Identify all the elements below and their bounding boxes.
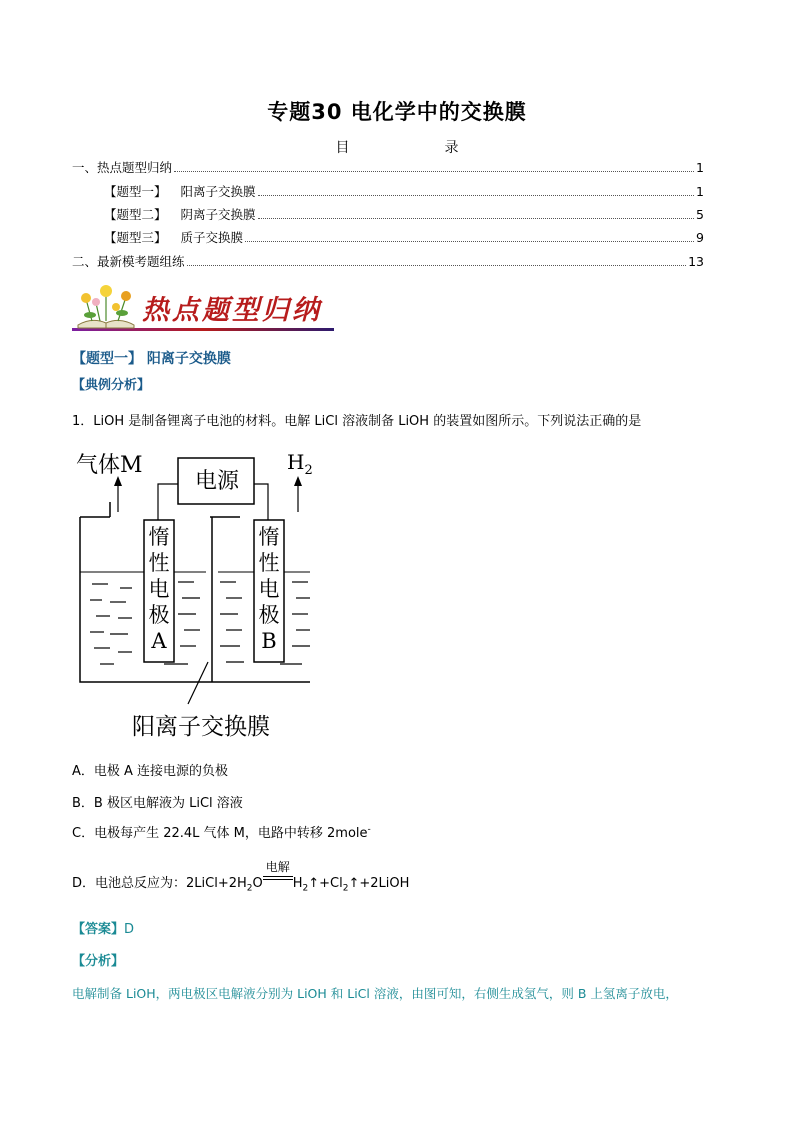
toc-page: 13 [688,254,704,269]
toc-label: 二、最新模考题组练 [72,254,185,269]
book-flower-icon [78,285,134,328]
toc-page: 1 [696,160,704,175]
toc-page: 9 [696,230,704,245]
electrode-b-label: 惰 性 电 极 B [258,525,280,653]
banner-title: 热点题型归纳 [142,295,322,326]
toc-page: 5 [696,207,704,222]
toc-tag: 【题型一】 [104,184,167,199]
section-heading: 【题型一】 阳离子交换膜 [72,351,231,367]
toc-label: 质子交换膜 [180,230,244,245]
toc-label: 阴离子交换膜 [180,207,256,222]
electrode-a-label: 惰 性 电 极 A [148,525,170,653]
toc-heading-right: 录 [444,140,459,156]
option-d[interactable]: D．电池总反应为：$2LiCl+2H_2O$ 电解 $H_2↑+Cl_2↑+2LiOH$ [72,860,410,894]
power-label: 电源 [194,469,239,494]
toc-leader [258,218,695,219]
analysis-text: 电解制备 LiOH，两电极区电解液分别为 LiOH 和 LiCl 溶液，由图可知，右侧生成氢气，则 B 上氢离子放电， [72,986,678,1001]
answer-line: 【答案】D [72,922,135,937]
toc-row[interactable] [104,205,704,223]
toc-page: 1 [696,184,704,199]
example-heading: 【典例分析】 [72,378,151,393]
gas-m-label: 气体M [76,453,143,478]
toc-heading-left: 目 [335,140,350,156]
toc-label: 一、热点题型归纳 [72,160,173,175]
membrane-label: 阳离子交换膜 [132,714,270,740]
toc-leader [258,195,695,196]
toc-leader [174,171,694,172]
toc-row[interactable] [104,182,704,200]
h2-label: $H_2$ [287,450,313,478]
toc-label: 阳离子交换膜 [180,184,256,199]
analysis-label: 【分析】 [72,954,125,969]
toc-heading [0,137,794,157]
toc-row[interactable] [72,158,704,176]
toc-tag: 【题型二】 [104,207,167,222]
toc-tag: 【题型三】 [104,230,167,245]
option-b[interactable]: B．B 极区电解液为 LiCl 溶液 [72,796,243,811]
question-text: 1．LiOH 是制备锂离子电池的材料。电解 LiCl 溶液制备 LiOH 的装置如图所示。下列说法正确的是 [72,414,642,429]
toc-row[interactable] [72,252,704,270]
toc-leader [245,241,694,242]
toc-leader [187,265,687,266]
page-title: 专题30 电化学中的交换膜 [267,100,527,124]
option-a[interactable]: A．电极 A 连接电源的负极 [72,764,229,779]
toc-row[interactable] [104,228,704,246]
option-c[interactable]: C．电极每产生 22.4L 气体 M，电路中转移 2mole- [72,824,371,841]
